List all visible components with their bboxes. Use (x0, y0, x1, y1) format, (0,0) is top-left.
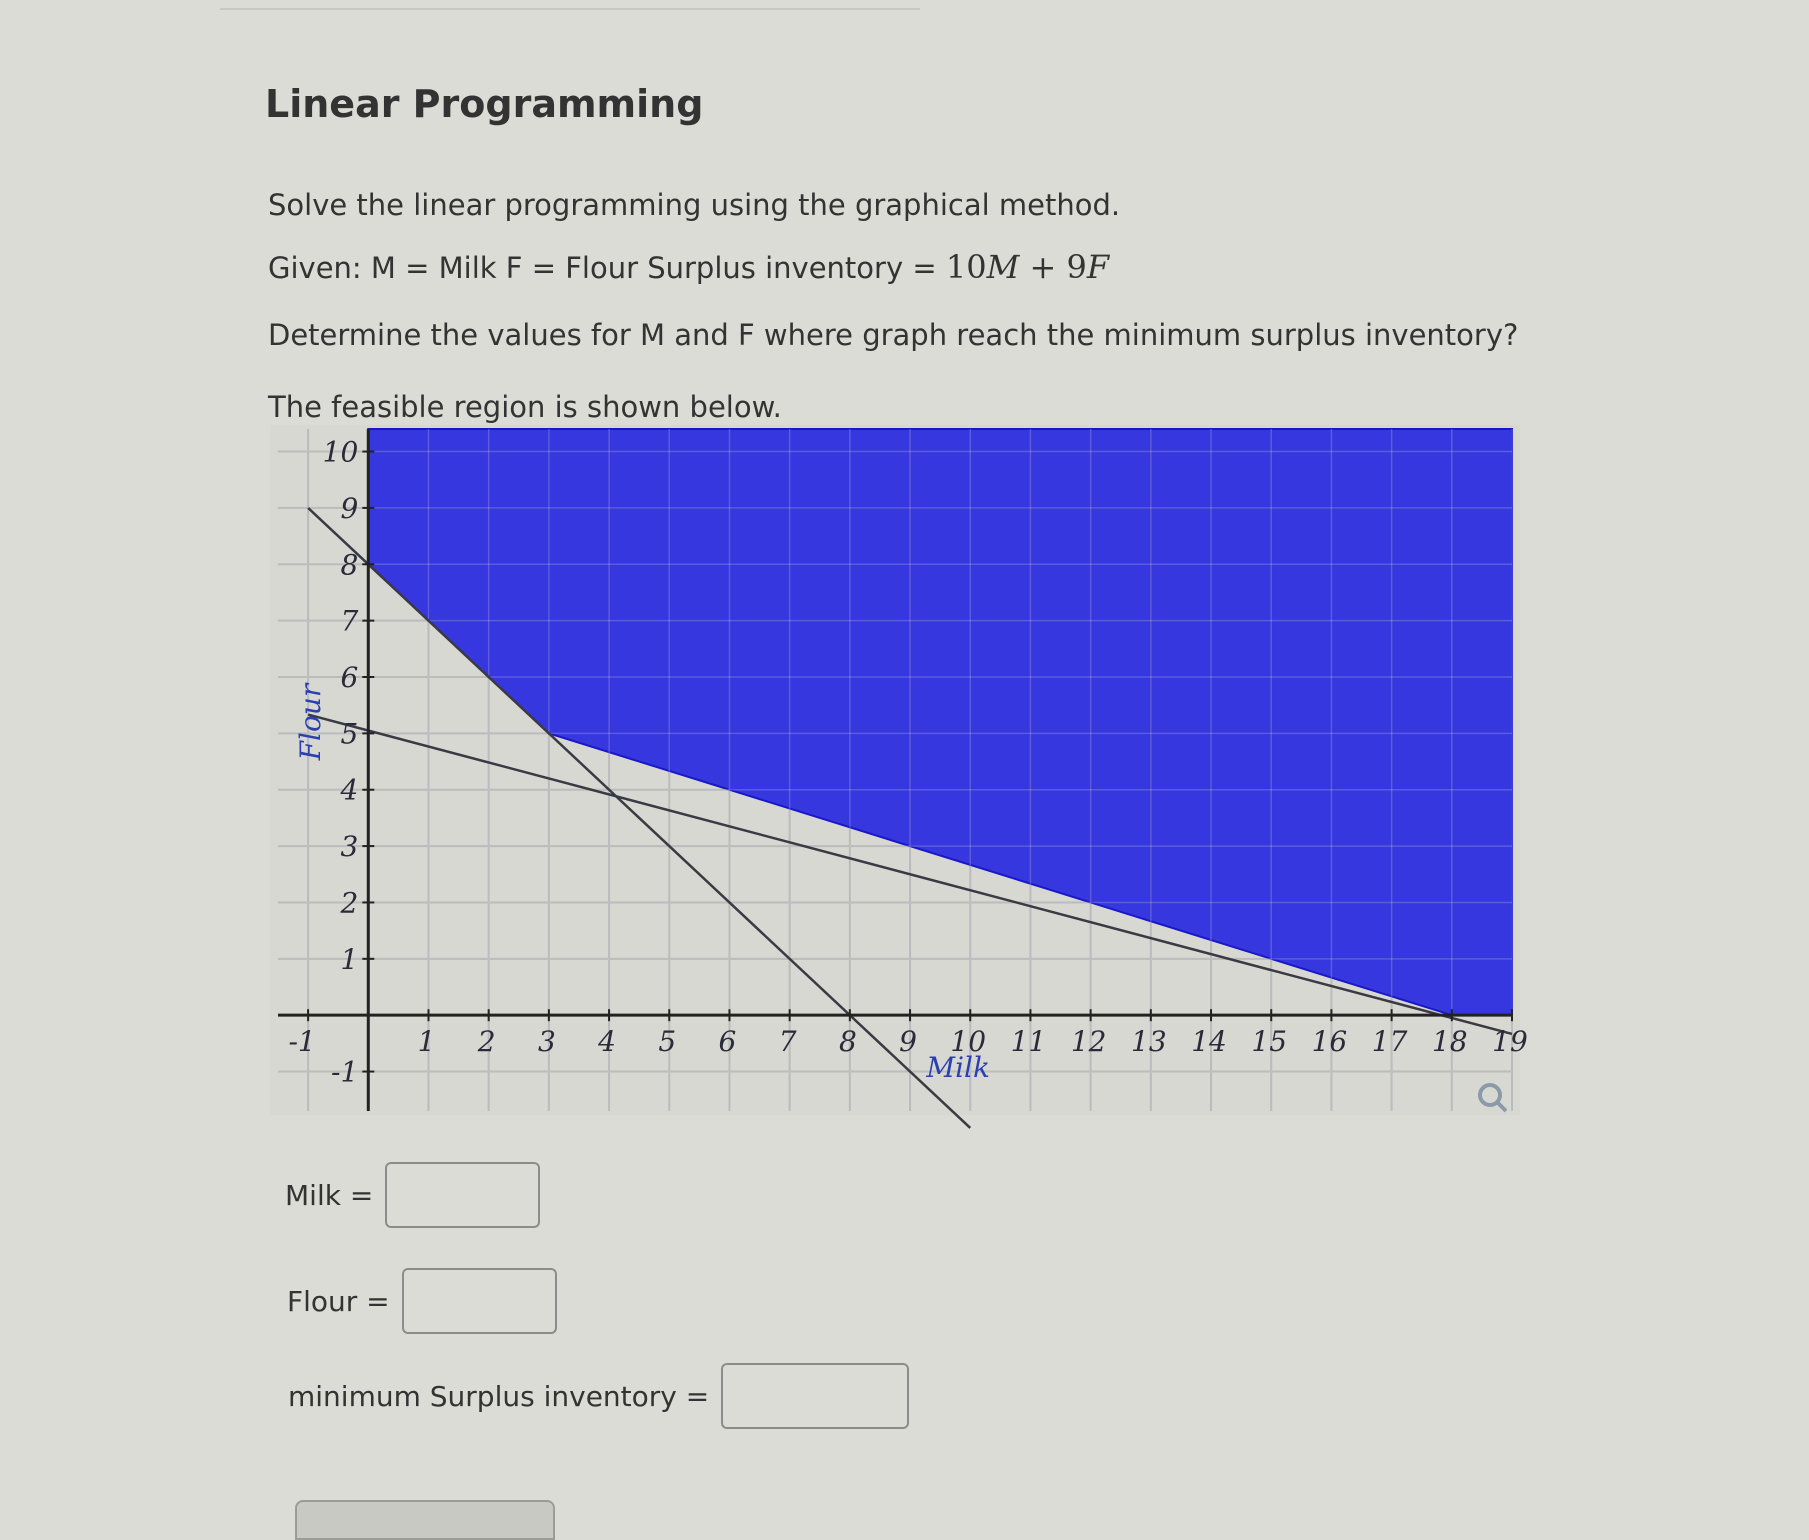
min-surplus-input[interactable] (721, 1363, 909, 1429)
x-tick-label: 5 (658, 1025, 677, 1059)
y-tick-label: 4 (340, 773, 359, 807)
instruction-text: Solve the linear programming using the graphical method. (268, 188, 1121, 222)
flour-input[interactable] (402, 1268, 557, 1334)
question-text: Determine the values for M and F where graph reach the minimum surplus inventory? (268, 318, 1519, 352)
flour-row (287, 1268, 557, 1334)
y-tick-label: 7 (340, 604, 359, 638)
x-tick-label: 10 (950, 1025, 987, 1059)
x-tick-label: -1 (288, 1025, 316, 1059)
given-text (268, 248, 1109, 286)
x-tick-label: 19 (1492, 1025, 1528, 1059)
x-axis-title: Milk (926, 1051, 990, 1085)
x-tick-label: 1 (417, 1025, 436, 1059)
x-tick-label: 11 (1010, 1025, 1047, 1059)
y-axis-title: Flour (294, 683, 328, 761)
milk-input[interactable] (385, 1162, 540, 1228)
x-tick-label: 14 (1191, 1025, 1227, 1059)
coef-f: 9 (1066, 248, 1087, 286)
plus-sign: + (1029, 248, 1057, 286)
var-m: M (986, 248, 1020, 286)
min-surplus-label: minimum Surplus inventory = (288, 1379, 710, 1413)
y-tick-label: 1 (340, 942, 359, 976)
x-tick-label: 9 (899, 1025, 917, 1059)
y-tick-label: 9 (340, 491, 359, 525)
x-tick-label: 17 (1371, 1025, 1408, 1059)
page-title: Linear Programming (265, 82, 704, 126)
objective-function (946, 248, 1109, 286)
min-surplus-row (288, 1363, 909, 1429)
x-tick-label: 7 (778, 1025, 797, 1059)
milk-label: Milk = (285, 1178, 374, 1212)
given-prefix: Given: M = Milk F = Flour Surplus inventory = (268, 251, 946, 285)
x-tick-label: 15 (1251, 1025, 1288, 1059)
y-tick-label: 5 (340, 717, 359, 751)
y-tick-label: 8 (340, 548, 359, 582)
x-tick-label: 13 (1131, 1025, 1167, 1059)
x-tick-label: 12 (1070, 1025, 1107, 1059)
feasible-region-graph[interactable] (270, 425, 1528, 1115)
y-tick-label: 2 (340, 886, 359, 920)
divider (220, 8, 920, 10)
x-tick-label: 6 (718, 1025, 737, 1059)
flour-label: Flour = (287, 1284, 390, 1318)
x-tick-label: 4 (598, 1025, 616, 1059)
x-tick-label: 2 (477, 1025, 496, 1059)
x-tick-label: 8 (838, 1025, 857, 1059)
y-tick-label: -1 (331, 1055, 359, 1089)
submit-button[interactable] (295, 1500, 555, 1540)
y-tick-label: 3 (340, 830, 359, 864)
y-tick-label: 6 (340, 661, 359, 694)
y-tick-label: 10 (322, 435, 359, 469)
x-tick-label: 3 (537, 1025, 556, 1059)
milk-row (285, 1162, 540, 1228)
coef-m: 10 (945, 248, 987, 286)
x-tick-label: 16 (1311, 1025, 1348, 1059)
var-f: F (1086, 248, 1110, 286)
x-tick-label: 18 (1431, 1025, 1468, 1059)
region-note: The feasible region is shown below. (268, 390, 782, 424)
